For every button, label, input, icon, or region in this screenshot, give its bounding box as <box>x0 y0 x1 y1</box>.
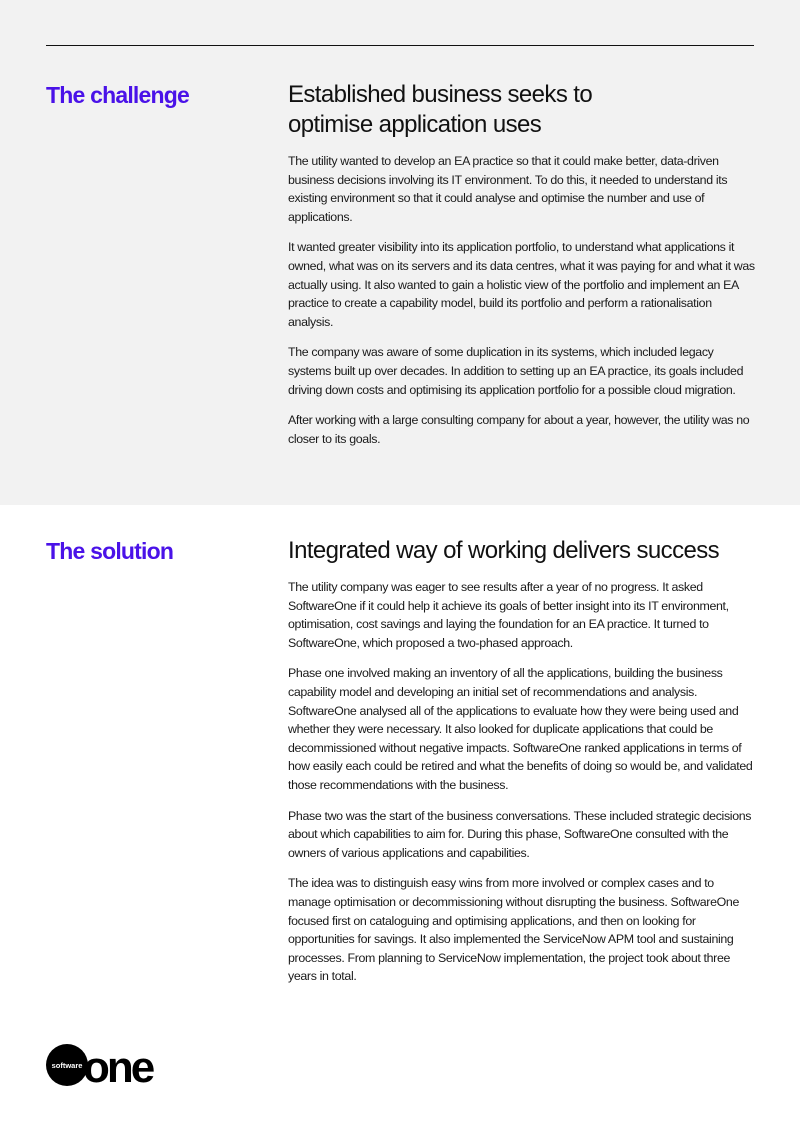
challenge-paragraph-4: After working with a large consulting company for about a year, however, the utility was no closer to its goals. <box>288 413 750 446</box>
challenge-paragraph-1: The utility wanted to develop an EA practice so that it could make better, data-driven business decisions involving its IT environment. To do this, it needed to understand its existing environment so that it could analyse and optimise the number and use of applications. <box>288 154 728 224</box>
challenge-content <box>288 80 756 460</box>
challenge-heading-line2: optimise application uses <box>288 111 542 138</box>
logo-one-text: one <box>83 1044 153 1086</box>
solution-paragraph-1: The utility company was eager to see results after a year of no progress. It asked SoftwareOne if it could help it achieve its goals of better insight into its IT environment, optimisation, cost savings and laying the foundation for an EA practice. It turned to SoftwareOne, which proposed a two-phased approach. <box>288 580 729 650</box>
challenge-label: The challenge <box>46 82 189 108</box>
softwareone-logo <box>46 1044 160 1086</box>
challenge-paragraph-3: The company was aware of some duplication in its systems, which included legacy systems built up over decades. In addition to setting up an EA practice, its goals included driving down costs and optimising its application portfolio for a possible cloud migration. <box>288 345 744 397</box>
challenge-heading <box>288 80 756 140</box>
solution-content <box>288 536 756 998</box>
challenge-heading-line1: Established business seeks to <box>288 81 593 108</box>
challenge-paragraph-2: It wanted greater visibility into its application portfolio, to understand what applications it owned, what was on its servers and its data centres, what it was paying for and what it was actually using. It also wanted to gain a holistic view of the portfolio and implement an EA practice to create a capability model, build its portfolio and perform a rationalisation analysis. <box>288 240 755 329</box>
solution-label: The solution <box>46 538 174 564</box>
solution-heading: Integrated way of working delivers success <box>288 537 720 564</box>
solution-paragraph-4: The idea was to distinguish easy wins from more involved or complex cases and to manage optimisation or decommissioning without disrupting the business. SoftwareOne focused first on cataloguing and optimising applications, and then on looking for opportunities for savings. It also implemented the ServiceNow APM tool and sustaining processes. From planning to ServiceNow implementation, the project took about three years in total. <box>288 876 739 984</box>
solution-paragraph-3: Phase two was the start of the business conversations. These included strategic decisions about which capabilities to aim for. During this phase, SoftwareOne consulted with the owners of various applications and capabilities. <box>288 808 752 860</box>
solution-paragraph-2: Phase one involved making an inventory of all the applications, building the business capability model and developing an initial set of recommendations and analysis. SoftwareOne analysed all of the applications to evaluate how they were being used and whether they were necessary. It also looked for duplicate applications that could be decommissioned without negative impacts. SoftwareOne ranked applications in terms of how easily each could be retired and what the benefits of doing so would be, and validated those recommendations with the business. <box>288 666 753 792</box>
logo-software-text: software <box>51 1061 83 1070</box>
top-rule <box>46 45 754 46</box>
